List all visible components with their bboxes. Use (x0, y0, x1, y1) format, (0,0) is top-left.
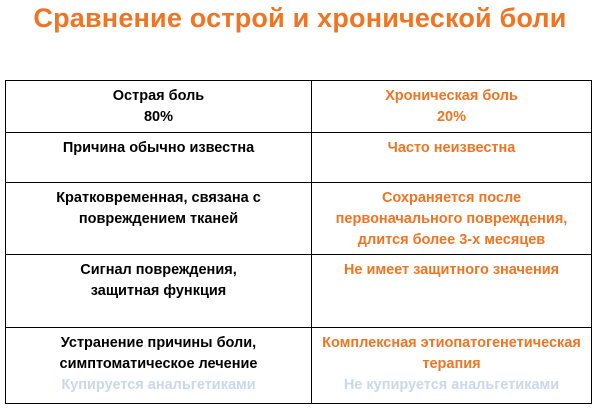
chronic-pain-header (312, 81, 592, 133)
acute-pain-label: Острая боль (112, 88, 205, 104)
cell-line: Купируется анальгетиками (61, 377, 256, 393)
cell-line: Кратковременная, связана с (56, 190, 261, 206)
chronic-pain-share: 20% (436, 109, 467, 125)
cell-line: симптоматическое лечение (59, 356, 258, 372)
chronic-pain-label: Хроническая боль (385, 88, 518, 104)
cell-line: Не имеет защитного значения (343, 262, 560, 278)
table-header-row (6, 81, 592, 133)
chronic-cell (312, 255, 592, 328)
cell-line: Причина обычно известна (62, 140, 255, 156)
table-row-cause (6, 133, 592, 183)
cell-line: защитная функция (90, 283, 227, 299)
table-row-treatment (6, 328, 592, 404)
acute-cell (6, 328, 312, 404)
acute-pain-header (6, 81, 312, 133)
cell-line: Сигнал повреждения, (80, 262, 237, 278)
chronic-cell (312, 133, 592, 183)
chronic-cell (312, 183, 592, 255)
chronic-cell (312, 328, 592, 404)
cell-line: Устранение причины боли, (60, 335, 257, 351)
cell-line: Часто неизвестна (387, 140, 516, 156)
acute-pain-share: 80% (143, 109, 174, 125)
cell-line: Сохраняется после (381, 190, 522, 206)
acute-cell (6, 255, 312, 328)
acute-cell (6, 183, 312, 255)
cell-line: повреждением тканей (78, 211, 239, 227)
page-title: Сравнение острой и хронической боли (33, 3, 567, 33)
table-row-function (6, 255, 592, 328)
cell-line: Не купируется анальгетиками (343, 377, 560, 393)
cell-line: Комплексная этиопатогенетическая (322, 335, 581, 351)
cell-line: терапия (422, 356, 481, 372)
table-row-duration (6, 183, 592, 255)
cell-line: первоначального повреждения, (335, 211, 568, 227)
cell-line: длится более 3-х месяцев (357, 232, 546, 248)
acute-cell (6, 133, 312, 183)
comparison-table (5, 80, 592, 404)
